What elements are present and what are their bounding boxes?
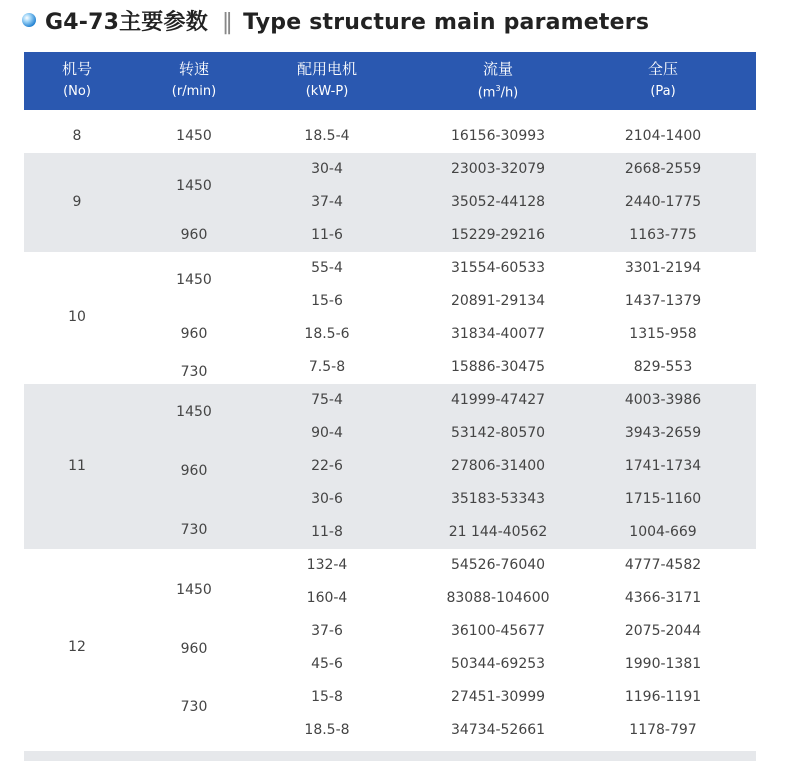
column-header-unit: (Pa) bbox=[650, 84, 676, 99]
cell-speed: 730 bbox=[180, 698, 208, 715]
page-title bbox=[45, 5, 649, 36]
cell-motor: 30-6 bbox=[311, 491, 343, 507]
table-footer-bar bbox=[24, 751, 756, 761]
unit-text: (m bbox=[477, 85, 496, 101]
cell-pressure: 1178-797 bbox=[629, 722, 697, 738]
table-header bbox=[24, 52, 756, 110]
cell-flow: 53142-80570 bbox=[450, 425, 546, 441]
cell-flow: 83088-104600 bbox=[446, 590, 550, 606]
cell-speed: 960 bbox=[180, 641, 208, 658]
cell-flow: 41999-47427 bbox=[450, 392, 546, 408]
cell-no: 12 bbox=[68, 639, 86, 655]
cell-motor: 37-4 bbox=[311, 194, 343, 210]
cell-flow: 54526-76040 bbox=[450, 557, 546, 573]
cell-flow: 36100-45677 bbox=[450, 623, 546, 639]
cell-speed: 1450 bbox=[176, 271, 212, 288]
cell-pressure: 1437-1379 bbox=[624, 293, 702, 309]
cell-speed: 1450 bbox=[176, 177, 212, 194]
cell-speed: 730 bbox=[180, 363, 208, 380]
cell-pressure: 3943-2659 bbox=[624, 425, 702, 441]
cell-motor: 18.5-6 bbox=[304, 326, 350, 342]
cell-motor: 11-8 bbox=[311, 524, 343, 540]
cell-no: 8 bbox=[72, 127, 82, 144]
cell-motor: 18.5-4 bbox=[304, 128, 350, 144]
cell-flow: 35052-44128 bbox=[450, 194, 546, 210]
cell-flow: 21 144-40562 bbox=[448, 524, 548, 540]
cell-flow: 34734-52661 bbox=[450, 722, 546, 738]
cell-flow: 27451-30999 bbox=[450, 689, 546, 705]
cell-motor: 30-4 bbox=[311, 161, 343, 177]
column-header-unit: (No) bbox=[63, 84, 91, 99]
cell-pressure: 1196-1191 bbox=[624, 689, 702, 705]
cell-no: 11 bbox=[68, 457, 86, 474]
cell-flow: 35183-53343 bbox=[450, 491, 546, 507]
cell-pressure: 4777-4582 bbox=[624, 557, 702, 573]
column-header-zh: 机号 bbox=[61, 60, 92, 78]
cell-motor: 7.5-8 bbox=[308, 359, 346, 375]
parameters-table bbox=[24, 52, 756, 738]
bullet-icon bbox=[22, 13, 36, 27]
title-model: G4-73主要参数 bbox=[45, 10, 208, 35]
cell-motor: 90-4 bbox=[311, 425, 343, 441]
column-header-zh: 转速 bbox=[178, 60, 209, 78]
cell-speed: 960 bbox=[180, 227, 208, 243]
title-english: Type structure main parameters bbox=[243, 10, 650, 35]
table-group-8 bbox=[24, 120, 756, 153]
cell-flow: 50344-69253 bbox=[450, 656, 546, 672]
cell-speed: 1450 bbox=[176, 128, 212, 144]
table-group-12 bbox=[24, 549, 756, 747]
cell-flow: 20891-29134 bbox=[450, 293, 546, 309]
cell-speed: 960 bbox=[180, 462, 208, 479]
cell-pressure: 2075-2044 bbox=[624, 623, 702, 639]
column-header-zh: 全压 bbox=[647, 60, 678, 78]
table-group-9 bbox=[24, 153, 756, 252]
column-header-unit: (r/min) bbox=[171, 84, 217, 99]
cell-flow: 31834-40077 bbox=[450, 326, 546, 342]
cell-flow: 27806-31400 bbox=[450, 458, 546, 474]
table-group-10 bbox=[24, 252, 756, 384]
cell-motor: 75-4 bbox=[311, 392, 343, 408]
column-header bbox=[588, 52, 738, 110]
cell-motor: 160-4 bbox=[306, 590, 348, 606]
cell-motor: 15-6 bbox=[311, 293, 343, 309]
cell-motor: 18.5-8 bbox=[304, 722, 350, 738]
cell-motor: 11-6 bbox=[311, 227, 343, 243]
cell-motor: 132-4 bbox=[306, 557, 348, 573]
title-bar bbox=[0, 0, 790, 44]
column-header-zh: 流量 bbox=[482, 60, 513, 78]
column-header bbox=[252, 52, 402, 110]
cell-pressure: 4003-3986 bbox=[624, 392, 702, 408]
column-header-zh: 配用电机 bbox=[296, 60, 357, 78]
cell-motor: 37-6 bbox=[311, 623, 343, 639]
cell-pressure: 829-553 bbox=[633, 359, 693, 375]
column-header bbox=[134, 52, 254, 110]
unit-text: /h) bbox=[500, 85, 519, 101]
cell-pressure: 2668-2559 bbox=[624, 161, 702, 177]
cell-pressure: 2104-1400 bbox=[624, 128, 702, 144]
cell-flow: 23003-32079 bbox=[450, 161, 546, 177]
column-header bbox=[27, 52, 127, 110]
cell-flow: 15886-30475 bbox=[450, 359, 546, 375]
table-group-11 bbox=[24, 384, 756, 549]
cell-motor: 45-6 bbox=[311, 656, 343, 672]
cell-pressure: 1741-1734 bbox=[624, 458, 702, 474]
cell-no: 9 bbox=[72, 193, 82, 210]
cell-pressure: 1004-669 bbox=[629, 524, 697, 540]
unit-superscript: 3 bbox=[495, 84, 501, 93]
cell-speed: 1450 bbox=[176, 403, 212, 420]
cell-flow: 15229-29216 bbox=[450, 227, 546, 243]
cell-speed: 960 bbox=[180, 326, 208, 342]
column-header bbox=[408, 52, 588, 110]
cell-motor: 22-6 bbox=[311, 458, 343, 474]
cell-speed: 1450 bbox=[176, 581, 212, 598]
cell-motor: 55-4 bbox=[311, 260, 343, 276]
cell-motor: 15-8 bbox=[311, 689, 343, 705]
cell-flow: 31554-60533 bbox=[450, 260, 546, 276]
cell-pressure: 1715-1160 bbox=[624, 491, 702, 507]
column-header-unit: (kW-P) bbox=[305, 84, 349, 99]
cell-pressure: 2440-1775 bbox=[624, 194, 702, 210]
cell-flow: 16156-30993 bbox=[450, 128, 546, 144]
cell-pressure: 4366-3171 bbox=[624, 590, 702, 606]
cell-pressure: 1163-775 bbox=[629, 227, 697, 243]
cell-speed: 730 bbox=[180, 522, 208, 539]
title-separator: ‖ bbox=[221, 10, 234, 35]
cell-no: 10 bbox=[68, 309, 86, 325]
cell-pressure: 1990-1381 bbox=[624, 656, 702, 672]
cell-pressure: 1315-958 bbox=[629, 326, 697, 342]
cell-pressure: 3301-2194 bbox=[624, 260, 702, 276]
column-header-unit bbox=[408, 84, 588, 100]
